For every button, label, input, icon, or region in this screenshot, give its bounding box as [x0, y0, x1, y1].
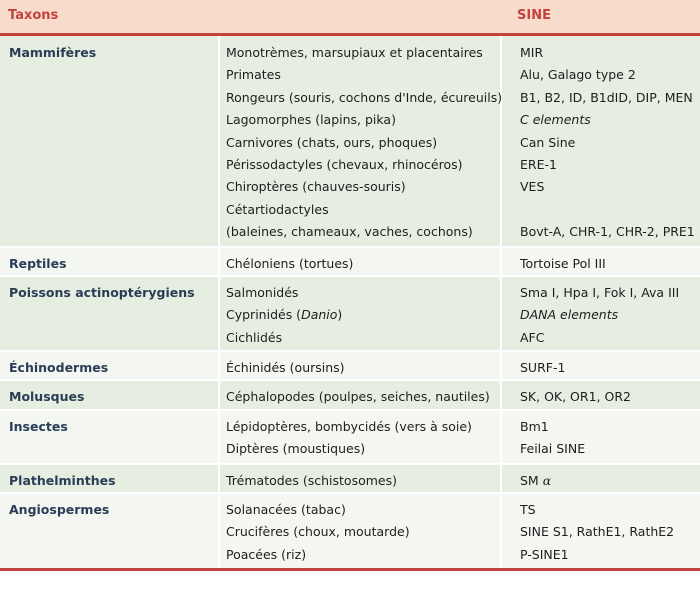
table-row	[0, 304, 700, 326]
header-sine: SINE	[517, 8, 551, 23]
table-row	[0, 154, 700, 176]
table-row	[0, 176, 700, 198]
taxon-label: Poissons actinoptérygiens	[9, 284, 195, 300]
sine-cell: SK, OK, OR1, OR2	[520, 389, 631, 405]
order-cell: Monotrèmes, marsupiaux et placentaires	[226, 45, 483, 60]
order-cell: Poacées (riz)	[226, 546, 307, 562]
order-cell: Chéloniens (tortues)	[226, 255, 354, 271]
order-cell: Cétartiodactyles	[226, 201, 329, 217]
order-cell: Carnivores (chats, ours, phoques)	[226, 134, 438, 150]
sine-cell: Tortoise Pol III	[520, 255, 606, 271]
taxon-group	[0, 411, 700, 465]
taxon-group	[0, 277, 700, 352]
sine-cell: SURF-1	[520, 360, 566, 376]
table-row	[0, 438, 700, 460]
sine-cell: B1, B2, ID, B1dID, DIP, MEN	[520, 89, 693, 105]
order-cell: Céphalopodes (poulpes, seiches, nautiles)	[226, 389, 490, 405]
table-row	[0, 416, 700, 438]
table-row	[0, 253, 700, 275]
sine-cell: Alu, Galago type 2	[520, 67, 636, 83]
sine-cell: Bovt-A, CHR-1, CHR-2, PRE1	[520, 224, 695, 240]
order-cell: Lagomorphes (lapins, pika)	[226, 112, 396, 128]
sine-cell: C elements	[520, 112, 591, 128]
sine-cell: P-SINE1	[520, 546, 569, 562]
order-cell: Rongeurs (souris, cochons d'Inde, écureuils)	[226, 89, 503, 105]
sine-cell: TS	[520, 502, 536, 518]
sine-cell: DANA elements	[520, 307, 619, 323]
header-taxons: Taxons	[8, 8, 59, 23]
order-cell: Diptères (moustiques)	[226, 441, 366, 457]
table-row	[0, 87, 700, 109]
table-header	[0, 0, 700, 36]
taxon-label: Échinodermes	[9, 360, 109, 376]
taxon-group	[0, 352, 700, 381]
table-row	[0, 521, 700, 543]
table-row	[0, 109, 700, 131]
order-cell: Chiroptères (chauves-souris)	[226, 179, 406, 195]
sine-cell: MIR	[520, 45, 544, 60]
sine-cell: SINE S1, RathE1, RathE2	[520, 524, 675, 540]
order-cell: Primates	[226, 67, 281, 83]
taxon-group	[0, 248, 700, 277]
sine-cell: AFC	[520, 329, 545, 345]
taxon-label: Plathelminthes	[9, 472, 116, 488]
order-cell: Cyprinidés (Danio)	[226, 307, 343, 323]
taxon-group	[0, 465, 700, 494]
order-cell: Échinidés (oursins)	[226, 360, 345, 376]
taxon-label: Insectes	[9, 418, 68, 434]
table-row	[0, 132, 700, 154]
table-row	[0, 499, 700, 521]
order-cell: Trématodes (schistosomes)	[226, 472, 397, 488]
order-cell: (baleines, chameaux, vaches, cochons)	[226, 224, 473, 240]
sine-cell: Feilai SINE	[520, 441, 586, 457]
order-cell: Lépidoptères, bombycidés (vers à soie)	[226, 418, 472, 434]
order-cell: Crucifères (choux, moutarde)	[226, 524, 410, 540]
taxon-label: Molusques	[9, 389, 85, 405]
order-cell: Solanacées (tabac)	[226, 502, 346, 518]
table-row	[0, 199, 700, 221]
order-cell: Cichlidés	[226, 329, 283, 345]
order-cell: Salmonidés	[226, 284, 299, 300]
table-row	[0, 327, 700, 349]
sine-cell: VES	[520, 179, 545, 195]
taxon-label: Angiospermes	[9, 502, 110, 518]
taxon-group	[0, 494, 700, 571]
taxon-group	[0, 381, 700, 410]
sine-cell: Sma I, Hpa I, Fok I, Ava III	[520, 284, 680, 300]
taxon-group	[0, 36, 700, 248]
table-row	[0, 42, 700, 64]
table-row	[0, 64, 700, 86]
sine-cell: ERE-1	[520, 156, 557, 172]
table-row	[0, 470, 700, 492]
table-row	[0, 544, 700, 566]
table-row	[0, 282, 700, 304]
taxon-label: Reptiles	[9, 255, 67, 271]
table-row	[0, 357, 700, 379]
order-cell: Périssodactyles (chevaux, rhinocéros)	[226, 156, 463, 172]
sine-cell: Bm1	[520, 418, 549, 434]
table-row	[0, 386, 700, 408]
taxon-label: Mammifères	[9, 45, 97, 60]
sine-cell: Can Sine	[520, 134, 576, 150]
sine-cell: SM α	[520, 472, 552, 488]
table-row	[0, 221, 700, 243]
table-body	[0, 36, 700, 571]
